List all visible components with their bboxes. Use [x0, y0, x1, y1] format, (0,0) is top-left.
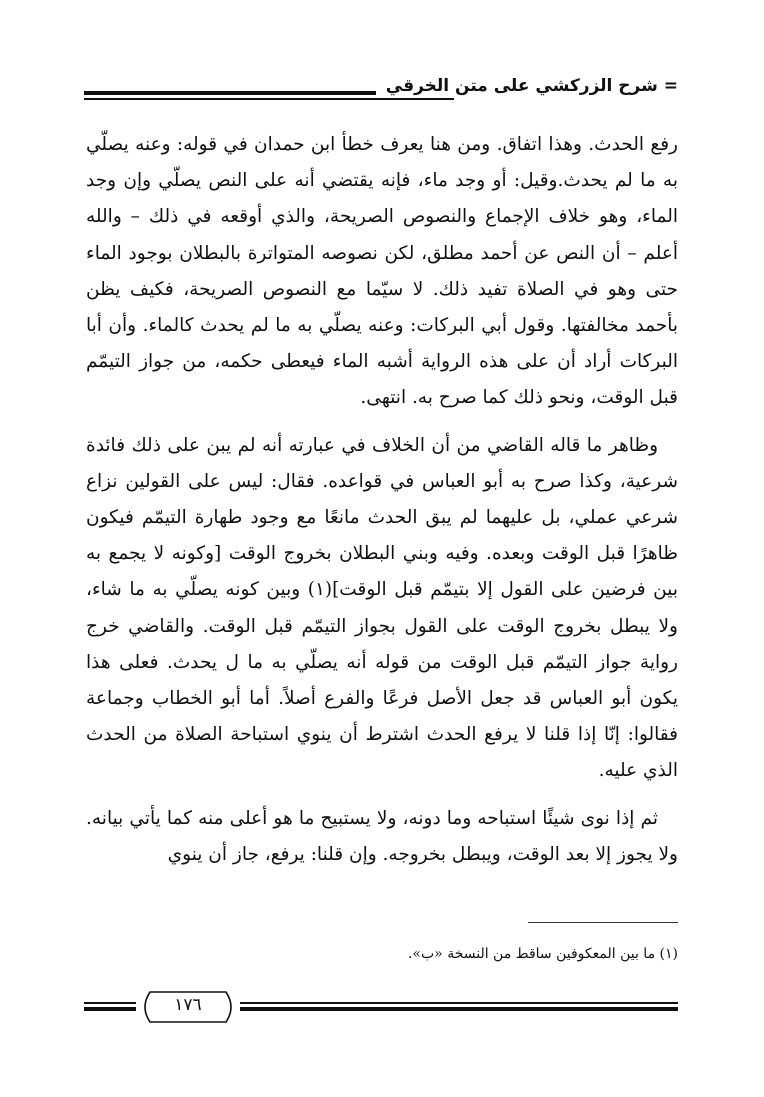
page-number-frame: [136, 990, 240, 1024]
footnote: (١) ما بين المعكوفين ساقط من النسخة «ب».: [407, 946, 678, 962]
paragraph-2: وظاهر ما قاله القاضي من أن الخلاف في عبارته أنه لم يبن على ذلك فائدة شرعية، وكذا صرح به أبو العباس في قواعده. فقال: ليس على القولين نزاع شرعي عملي، بل عليهما لم يبق الحدث مانعًا مع وجود طهارة التيمّم فيكون ظاهرًا قبل الوقت وبعده. وفيه وبني البطلان بخروج الوقت [وكونه لا يجمع به بين فرضين على القول إلا بتيمّم قبل الوقت](١) وبين كونه يصلّي به ما شاء، ولا يبطل بخروج الوقت على القول بجواز التيمّم قبل الوقت. والقاضي خرج رواية جواز التيمّم قبل الوقت من قوله أنه يصلّي به ما ل يحدث. فعلى هذا يكون أبو العباس قد جعل الأصل فرعًا والفرع أصلاً. أما أبو الخطاب وجماعة فقالوا: إنّا إذا قلنا لا يرفع الحدث اشترط أن ينوي استباحة الصلاة من الحدث الذي عليه.: [86, 434, 678, 782]
running-title: = شرح الزركشي على متن الخرقي: [376, 76, 678, 96]
page-number: ١٧٦: [174, 995, 202, 1015]
paragraph-1: رفع الحدث. وهذا اتفاق. ومن هنا يعرف خطأ ابن حمدان في قوله: وعنه يصلّي به ما لم يحدث.وقيل: أو وجد ماء، فإنه يقتضي أنه على النص يصلّي وإن وجد الماء، وهو خلاف الإجماع والنصوص الصريحة، والذي أوقعه في ذلك – والله أعلم – أن النص عن أحمد مطلق، لكن نصوصه المتواترة بالبطلان بوجود الماء حتى وهو في الصلاة تفيد ذلك. لا سيّما مع النصوص الصريحة، فكيف يظن بأحمد مخالفتها. وقول أبي البركات: وعنه يصلّي به ما لم يحدث كالماء. وأن أبا البركات أراد أن على هذه الرواية أشبه الماء فيعطى حكمه، من جواز التيمّم قبل الوقت، ونحو ذلك كما صرح به. انتهى.: [86, 134, 678, 409]
main-text: [86, 127, 678, 873]
footnote-separator: [528, 922, 678, 923]
running-header: [84, 74, 678, 110]
paragraph-3: ثم إذا نوى شيئًا استباحه وما دونه، ولا يستبيح ما هو أعلى منه كما يأتي بيانه. ولا يجوز إلا بعد الوقت، ويبطل بخروجه. وإن قلنا: يرفع، جاز أن ينوي: [86, 807, 678, 865]
page-footer: [84, 990, 678, 1030]
